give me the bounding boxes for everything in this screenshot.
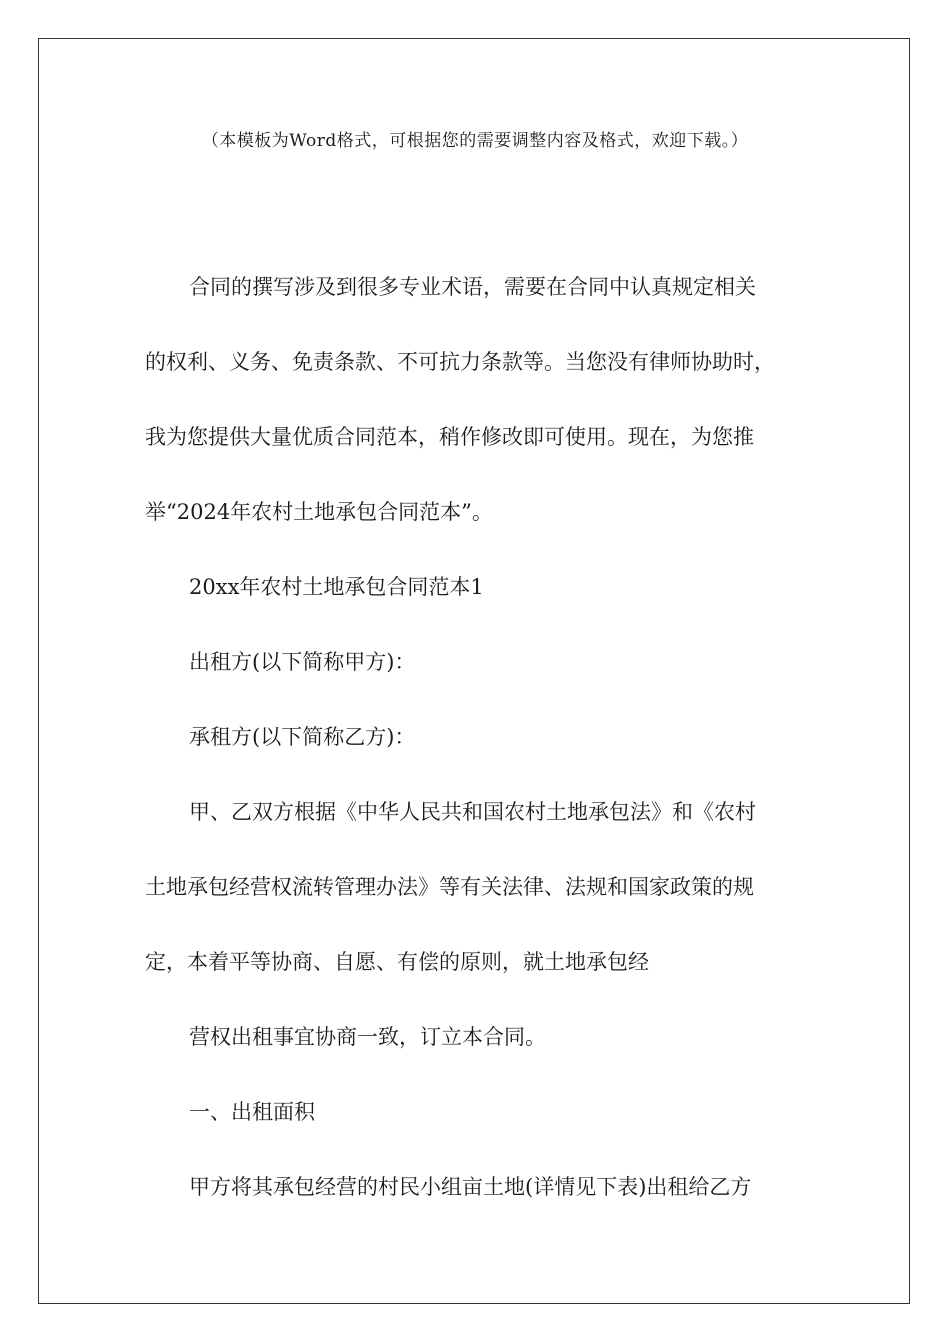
- section-heading-rental-area: 一、出租面积: [189, 1100, 315, 1124]
- paragraph-basis-line-2: 土地承包经营权流转管理办法》等有关法律、法规和国家政策的规: [145, 875, 754, 899]
- paragraph-intro-line-4: 举“2024年农村土地承包合同范本”。: [145, 500, 493, 524]
- paragraph-intro-line-2: 的权利、义务、免责条款、不可抗力条款等。当您没有律师协助时，: [145, 350, 775, 374]
- page-border: [38, 38, 910, 1304]
- lessee-line: 承租方(以下简称乙方)：: [189, 725, 416, 749]
- paragraph-intro-line-1: 合同的撰写涉及到很多专业术语，需要在合同中认真规定相关: [189, 275, 756, 299]
- paragraph-basis-line-1: 甲、乙双方根据《中华人民共和国农村土地承包法》和《农村: [189, 800, 756, 824]
- contract-title: 20xx年农村土地承包合同范本1: [189, 575, 484, 599]
- paragraph-basis-line-4: 营权出租事宜协商一致，订立本合同。: [189, 1025, 546, 1049]
- paragraph-intro-line-3: 我为您提供大量优质合同范本，稍作修改即可使用。现在，为您推: [145, 425, 754, 449]
- template-note: （本模板为Word格式，可根据您的需要调整内容及格式，欢迎下载。）: [201, 131, 749, 151]
- paragraph-basis-line-3: 定，本着平等协商、自愿、有偿的原则，就土地承包经: [145, 950, 649, 974]
- lessor-line: 出租方(以下简称甲方)：: [189, 650, 416, 674]
- paragraph-rental-area-line-1: 甲方将其承包经营的村民小组亩土地(详情见下表)出租给乙方: [189, 1175, 752, 1199]
